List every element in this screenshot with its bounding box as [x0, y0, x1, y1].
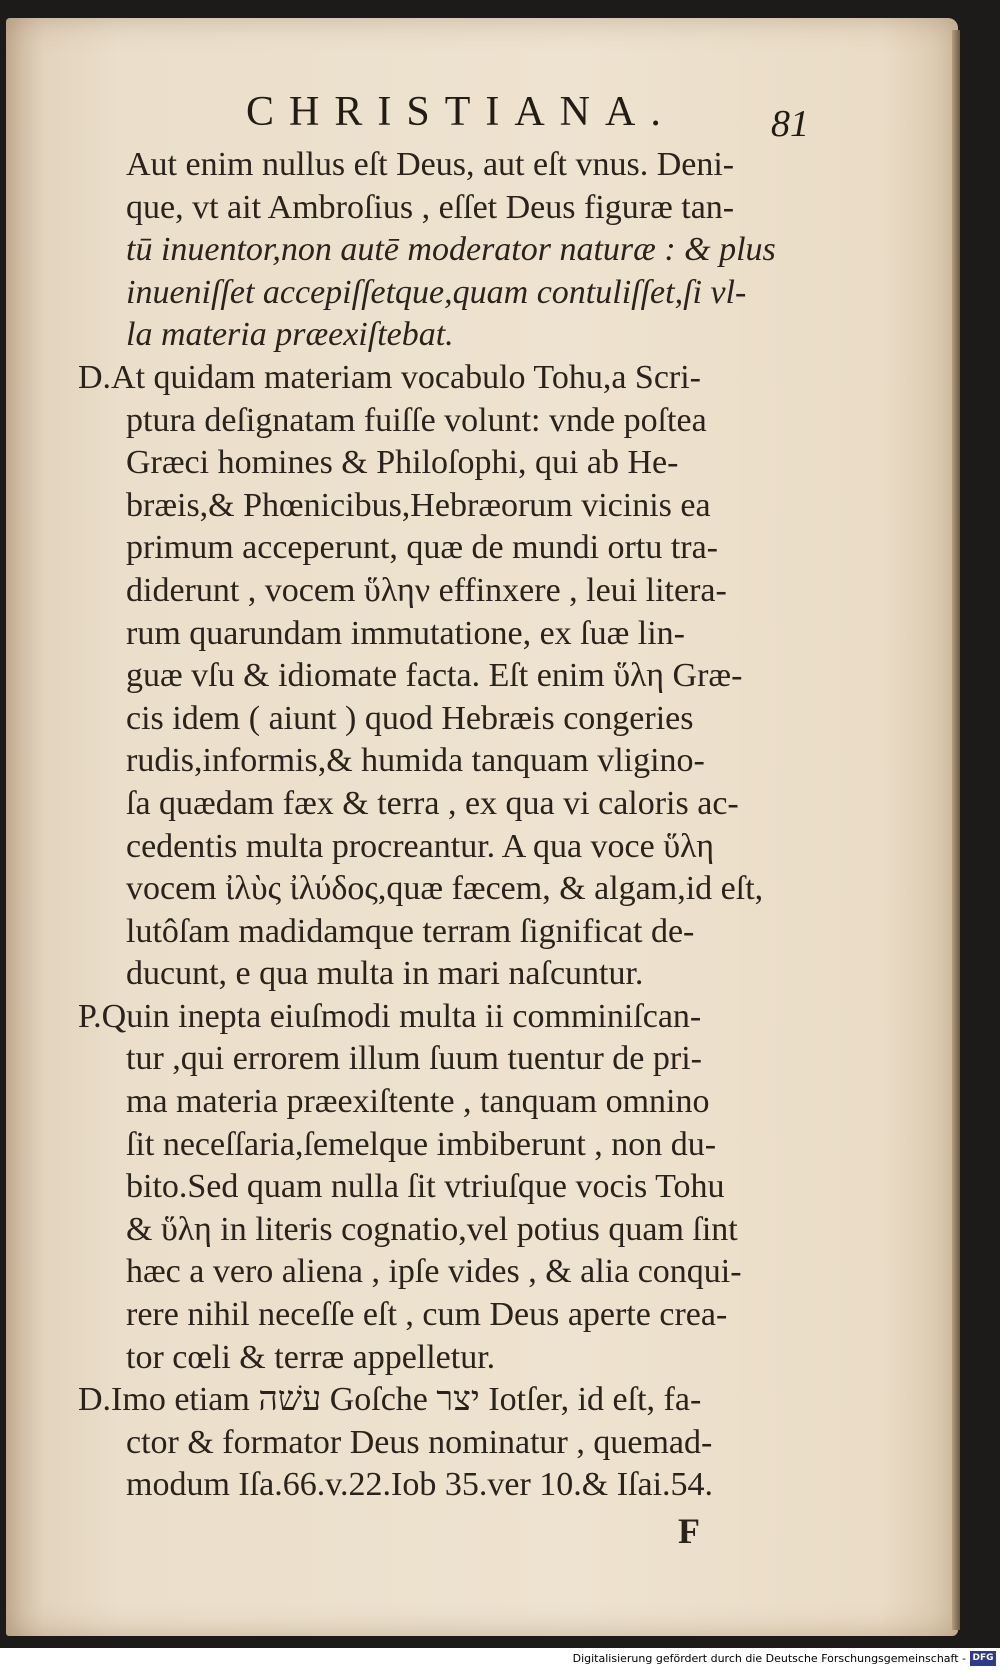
text-line: modum Iſa.66.v.22.Iob 35.ver 10.& Iſai.54. [126, 1466, 714, 1504]
text-line: Aut enim nullus eſt Deus, aut eſt vnus. Deni- [126, 146, 735, 183]
text-line: D.At quidam materiam vocabulo Tohu,a Scri- [78, 358, 702, 396]
signature-mark: F [678, 1511, 700, 1551]
text-line: diderunt , vocem ὕλην effinxere , leui litera- [126, 571, 727, 609]
book-page [6, 18, 958, 1636]
text-line: rere nihil neceſſe eſt , cum Deus aperte crea- [126, 1296, 728, 1334]
text-line: bito.Sed quam nulla ſit vtriuſque vocis Tohu [126, 1168, 725, 1206]
page-number: 81 [771, 103, 809, 145]
digitization-footer [0, 1648, 1000, 1671]
text-line: ſa quædam fæx & terra , ex qua vi caloris ac- [126, 784, 739, 822]
text-line: tur ,qui errorem illum ſuum tuentur de pri- [126, 1040, 702, 1078]
text-line: inueniſſet accepiſſetque,quam contuliſſet,ſi vl- [126, 273, 747, 311]
text-line: hæc a vero aliena , ipſe vides , & alia conqui- [126, 1253, 742, 1291]
text-line: rum quarundam immutatione, ex ſuæ lin- [126, 614, 686, 652]
text-line: que, vt ait Ambroſius , eſſet Deus figuræ tan- [126, 188, 735, 226]
text-line: cis idem ( aiunt ) quod Hebræis congeries [126, 699, 694, 737]
text-line: ma materia præexiſtente , tanquam omnino [126, 1083, 710, 1121]
text-line: lutôſam madidamque terram ſignificat de- [126, 912, 695, 950]
text-line: P.Quin inepta eiuſmodi multa ii comminiſcan- [78, 997, 702, 1035]
running-head: CHRISTIANA. [246, 89, 676, 135]
text-line: la materia præexiſtebat. [126, 316, 454, 354]
text-line: bræis,& Phœnicibus,Hebræorum vicinis ea [126, 486, 711, 524]
page-edge [952, 30, 960, 1630]
funding-credit: Digitalisierung gefördert durch die Deutsche Forschungsgemeinschaft - [572, 1652, 966, 1665]
text-line: rudis,informis,& humida tanquam vligino- [126, 742, 705, 780]
text-line: tū inuentor,non autē moderator naturæ : & plus [126, 231, 776, 269]
text-line: cedentis multa procreantur. A qua voce ὕλη [126, 827, 715, 865]
body-text [78, 144, 818, 1507]
text-line: guæ vſu & idiomate facta. Eſt enim ὕλη Græ- [126, 657, 743, 695]
dfg-logo: DFG [970, 1651, 996, 1666]
text-line: Græci homines & Philoſophi, qui ab He- [126, 444, 679, 482]
text-line: & ὕλη in literis cognatio,vel potius quam ſint [126, 1210, 738, 1248]
text-line: ctor & formator Deus nominatur , quemad- [126, 1423, 713, 1461]
text-line: vocem ἰλὺς ἰλύδος,quæ fæcem, & algam,id eſt, [126, 870, 764, 908]
text-line: primum acceperunt, quæ de mundi ortu tra- [126, 529, 718, 567]
text-line: ptura deſignatam fuiſſe volunt: vnde poſtea [126, 401, 707, 439]
text-line: tor cœli & terræ appelletur. [126, 1338, 496, 1376]
text-line: ducunt, e qua multa in mari naſcuntur. [126, 955, 644, 993]
text-line: ſit neceſſaria,ſemelque imbiberunt , non du- [126, 1125, 717, 1163]
text-line: D.Imo etiam עשׁה Goſche יצר Iotſer, id eſt, fa- [78, 1381, 702, 1419]
